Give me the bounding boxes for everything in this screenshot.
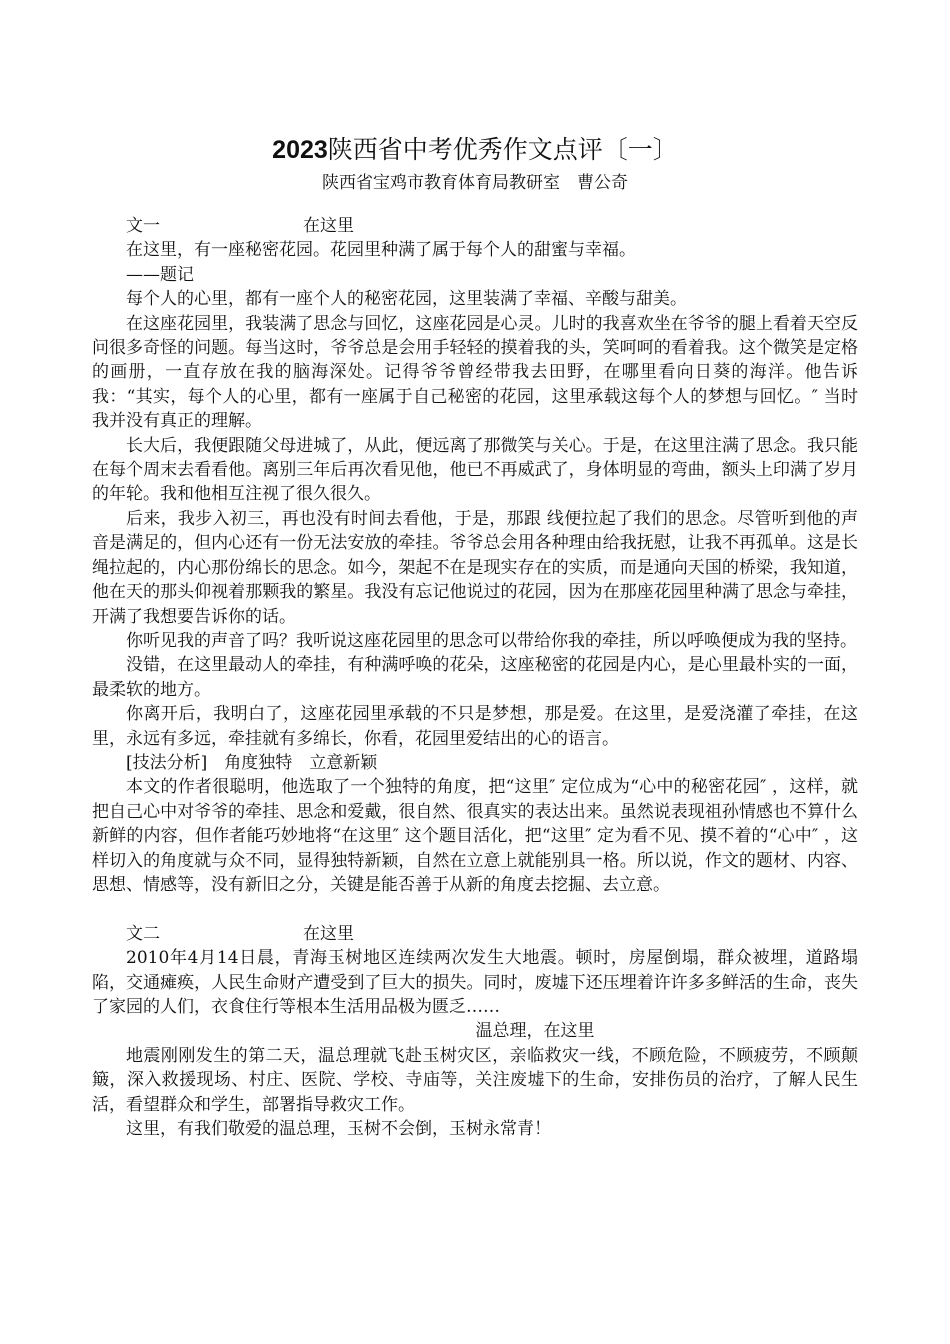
- document-author: 陕西省宝鸡市教育体育局教研室 曹公奇: [322, 173, 628, 193]
- analysis-paragraph: 本文的作者很聪明，他选取了一个独特的角度，把“这里″ 定位成为“心中的秘密花园″ ，这样，就把自己心中对爷爷的牵挂、思念和爱戴，很自然、很真实的表达出来。虽然说表现祖孙情感也不算什么新鲜的内容，但作者能巧妙地将“在这里″ 这个题目活化，把“这里″ 定为看不见、摸不着的“心中″ ，这样切入的角度就与众不同，显得独特新颖，自然在立意上就能别具一格。所以说，作文的题材、内容、思想、情感等，没有新旧之分，关键是能否善于从新的角度去挖掘、去立意。: [92, 777, 858, 895]
- essay2-label: 文二: [126, 923, 160, 944]
- essay2-subheading: 温总理，在这里: [475, 1021, 595, 1042]
- essay2-paragraph: 地震刚刚发生的第二天，温总理就飞赴玉树灾区，亲临救灾一线，不顾危险，不顾疲劳，不顾颠簸，深入救援现场、村庄、医院、学校、寺庙等，关注废墟下的生命，安排伤员的治疗，了解人民生活，看望群众和学生，部署指导救灾工作。: [92, 1045, 858, 1115]
- analysis-heading: [技法分析] 角度独特 立意新颖: [126, 752, 378, 773]
- essay2-intro: 2010年4月14日晨，青海玉树地区连续两次发生大地震。顿时，房屋倒塌，群众被埋，道路塌陷，交通瘫痪，人民生命财产遭受到了巨大的损失。同时，废墟下还压埋着许许多多鲜活的生命，丧失了家园的人们，衣食住行等根本生活用品极为匮乏……: [92, 948, 858, 1017]
- essay1-label: 文一: [126, 216, 160, 236]
- essay2-heading-line: [92, 922, 858, 946]
- title-rest: 陕西省中考优秀作文点评〔一〕: [327, 135, 678, 164]
- essay1-heading: 在这里: [303, 216, 354, 236]
- essay1-heading-line: [92, 214, 858, 238]
- title-year: 2023: [272, 136, 328, 164]
- essay2-body: [92, 946, 858, 1141]
- essay1-paragraph: 长大后，我便跟随父母进城了，从此，便远离了那微笑与关心。于是，在这里注满了思念。我只能在每个周末去看看他。离别三年后再次看见他，他已不再威武了，身体明显的弯曲，额头上印满了岁月的年轮。我和他相互注视了很久很久。: [92, 435, 858, 505]
- essay1-body: [92, 238, 858, 897]
- essay2-heading: 在这里: [303, 923, 354, 944]
- essay1-paragraph: 每个人的心里，都有一座个人的秘密花园，这里装满了幸福、辛酸与甜美。: [126, 289, 687, 310]
- essay1-epigraph-source: ——题记: [126, 264, 194, 285]
- essay1-paragraph: 你听见我的声音了吗？我听说这座花园里的思念可以带给你我的牵挂，所以呼唤便成为我的坚持。: [126, 630, 857, 651]
- document-title: [92, 132, 858, 168]
- essay1-paragraph: 在这里，有一座秘密花园。花园里种满了属于每个人的甜蜜与幸福。: [126, 240, 636, 261]
- essay1-paragraph: 没错，在这里最动人的牵挂，有种满呼唤的花朵，这座秘密的花园是内心，是心里最朴实的一面，最柔软的地方。: [92, 655, 858, 700]
- essay2-paragraph: 这里，有我们敬爱的温总理，玉树不会倒，玉树永常青！: [126, 1119, 551, 1140]
- blank-line: [92, 897, 858, 921]
- essay1-paragraph: 你离开后，我明白了，这座花园里承载的不只是梦想，那是爱。在这里，是爱浇灌了牵挂，在这里，永远有多远，牵挂就有多绵长，你看，花园里爱结出的心的语言。: [92, 704, 858, 749]
- essay1-paragraph: 在这座花园里，我装满了思念与回忆，这座花园是心灵。儿时的我喜欢坐在爷爷的腿上看着天空反问很多奇怪的问题。每当这时，爷爷总是会用手轻轻的摸着我的头，笑呵呵的看着我。这个微笑是定格的画册，一直存放在我的脑海深处。记得爷爷曾经带我去田野，在哪里看向日葵的海洋。他告诉我：“其实，每个人的心里，都有一座属于自己秘密的花园，这里承载这每个人的梦想与回忆。″ 当时我并没有真正的理解。: [92, 313, 858, 432]
- essay1-paragraph: 后来，我步入初三，再也没有时间去看他，于是，那跟 线便拉起了我们的思念。尽管听到他的声音是满足的，但内心还有一份无法安放的牵挂。爷爷总会用各种理由给我抚慰，让我不再孤单。这是长绳拉起的，内心那份绵长的思念。如今，架起不在是现实存在的实质，而是通向天国的桥梁，我知道，他在天的那头仰视着那颗我的繁星。我没有忘记他说过的花园，因为在那座花园里种满了思念与牵挂，开满了我想要告诉你的话。: [92, 508, 858, 627]
